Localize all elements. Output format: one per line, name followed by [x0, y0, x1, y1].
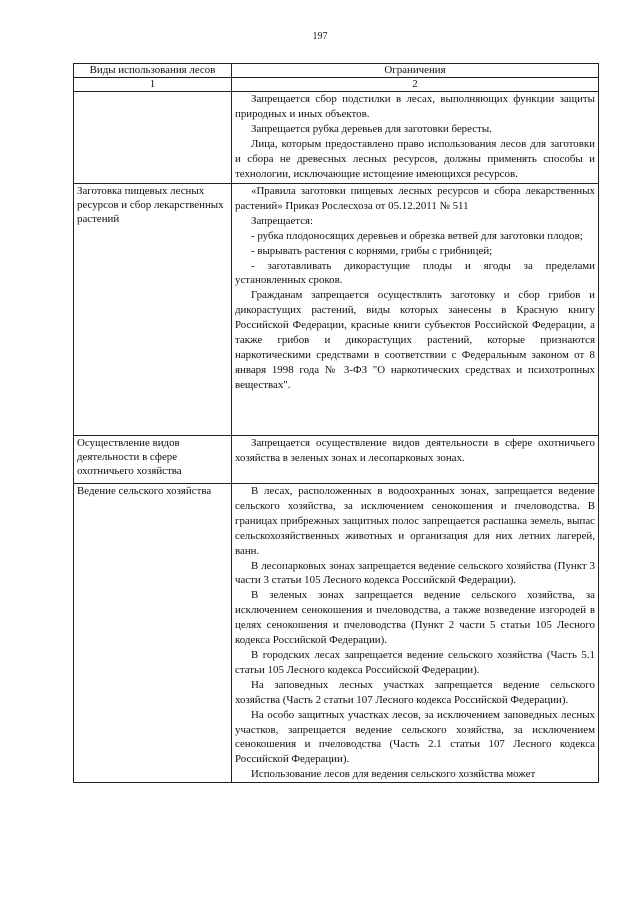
forest-use-type: Ведение сельского хозяйства — [74, 484, 232, 783]
restriction-paragraph: Запрещается сбор подстилки в лесах, выполняющих функции защиты природных и иных объектов. — [235, 93, 595, 120]
table-row — [74, 436, 599, 484]
restrictions-cell — [232, 184, 599, 436]
column-number-2: 2 — [232, 78, 599, 92]
restriction-paragraph: «Правила заготовки пищевых лесных ресурсов и сбора лекарственных растений» Приказ Рослесхоза от 05.12.2011 № 511 — [235, 185, 595, 212]
restriction-paragraph: - вырывать растения с корнями, грибы с грибницей; — [251, 244, 493, 257]
forest-use-type — [74, 92, 232, 184]
header-forest-use-types: Виды использования лесов — [74, 64, 232, 78]
column-number-1: 1 — [74, 78, 232, 92]
restrictions-table — [73, 63, 599, 783]
restriction-paragraph: В городских лесах запрещается ведение сельского хозяйства (Часть 5.1 статьи 105 Лесного кодекса Российской Федерации). — [235, 648, 595, 676]
restrictions-cell — [232, 92, 599, 184]
forest-use-type: Заготовка пищевых лесных ресурсов и сбор лекарственных растений — [74, 184, 232, 436]
column-number-row — [74, 78, 599, 92]
table-row — [74, 484, 599, 783]
restriction-paragraph: - заготавливать дикорастущие плоды и ягоды за пределами установленных сроков. — [235, 259, 595, 287]
table-row — [74, 92, 599, 184]
restrictions-cell — [232, 436, 599, 484]
restriction-paragraph: Лица, которым предоставлено право использования лесов для заготовки и сбора не древесных лесных ресурсов, должны применять способы и технологии, исключающие истощение имеющихся ресурсов. — [235, 137, 595, 180]
table-row — [74, 184, 599, 436]
restriction-paragraph: Запрещается: — [251, 214, 314, 227]
restriction-paragraph: На особо защитных участках лесов, за исключением заповедных лесных участков, запрещается ведение сельского хозяйства, за исключением сенокошения и пчеловодства (Часть 2.1 статьи 107 Лесного кодекса Российской Федерации). — [235, 708, 595, 766]
restriction-paragraph: В лесопарковых зонах запрещается ведение сельского хозяйства (Пункт 3 части 3 статьи 105 Лесного кодекса Российской Федерации). — [235, 559, 595, 587]
restriction-paragraph: Запрещается рубка деревьев для заготовки бересты. — [251, 122, 492, 135]
forest-use-type: Осуществление видов деятельности в сфере охотничьего хозяйства — [74, 436, 232, 484]
restriction-paragraph: В зеленых зонах запрещается ведение сельского хозяйства, за исключением сенокошения и пчеловодства, а также возведение изгородей в целях сенокошения и пчеловодства (Пункт 2 части 5 статьи 105 Лесного кодекса Российской Федерации). — [235, 589, 595, 647]
restriction-paragraph: Запрещается осуществление видов деятельности в сфере охотничьего хозяйства в зеленых зонах и лесопарковых зонах. — [235, 437, 595, 464]
header-restrictions: Ограничения — [232, 64, 599, 78]
restrictions-cell — [232, 484, 599, 783]
restriction-paragraph: Гражданам запрещается осуществлять заготовку и сбор грибов и дикорастущих растений, виды которых занесены в Красную книгу Российской Федерации, красные книги субъектов Российской Федерации, а также грибов и дикорастущих растений, которые признаются наркотическими средствами в соответствии с Федеральным законом от 8 января 1998 года № 3-ФЗ "О наркотических средствах и психотропных веществах". — [235, 289, 595, 391]
page-number: 197 — [312, 31, 328, 42]
restriction-paragraph: В лесах, расположенных в водоохранных зонах, запрещается ведение сельского хозяйства, за исключением сенокошения и пчеловодства. В границах прибрежных защитных полос запрещается распашка земель, выпас сельскохозяйственных животных и организация для них летних лагерей, ванн. — [235, 485, 595, 557]
restriction-paragraph: На заповедных лесных участках запрещается ведение сельского хозяйства (Часть 2 статьи 107 Лесного кодекса Российской Федерации). — [235, 678, 595, 706]
restriction-paragraph: Использование лесов для ведения сельского хозяйства может — [251, 768, 536, 781]
table-header-row — [74, 64, 599, 78]
restriction-paragraph: - рубка плодоносящих деревьев и обрезка ветвей для заготовки плодов; — [251, 229, 583, 242]
